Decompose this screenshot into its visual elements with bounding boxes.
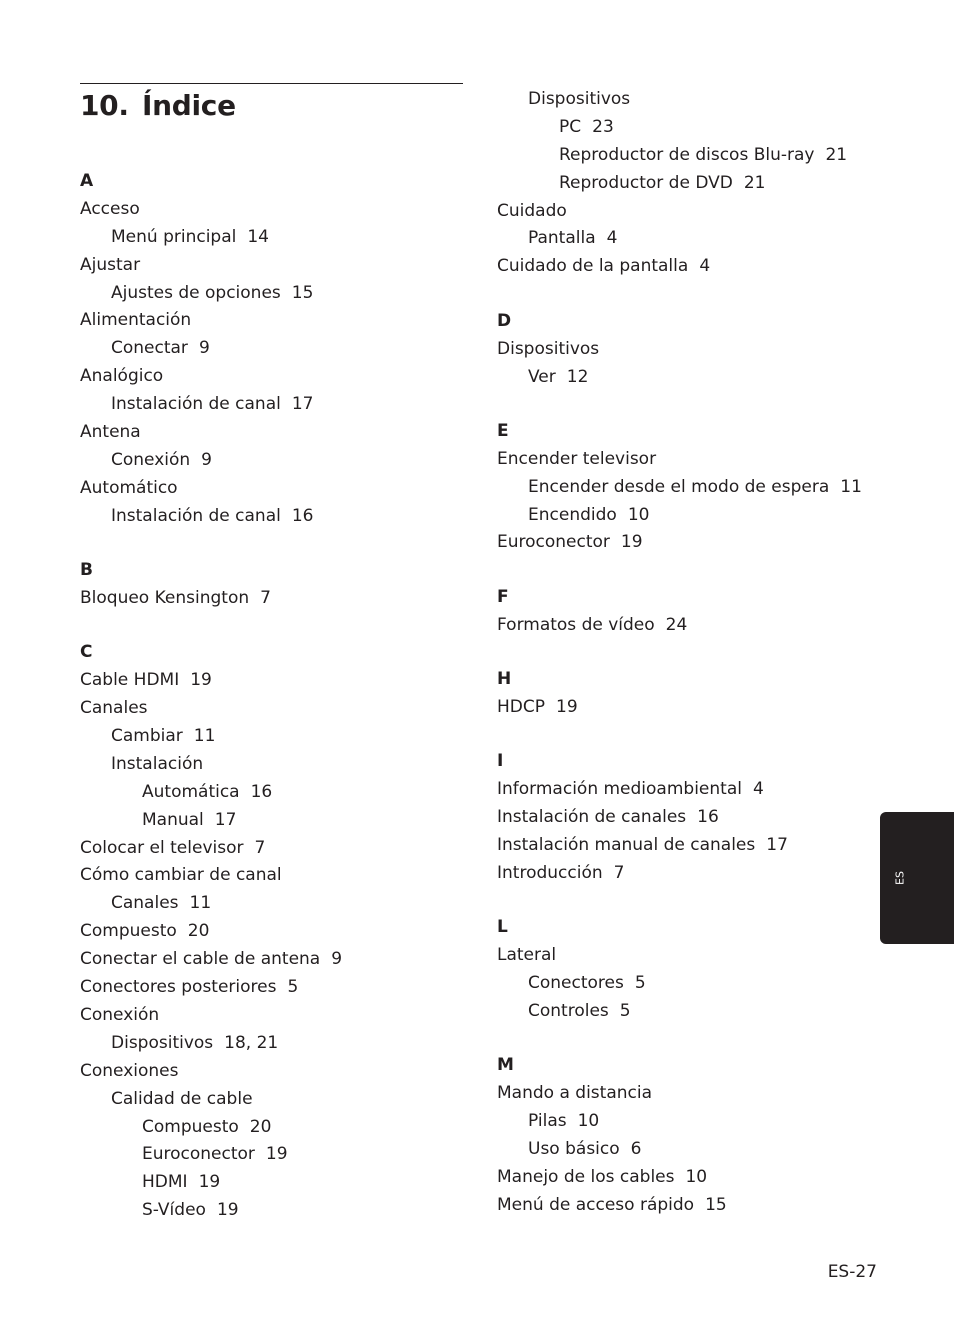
index-entry [497,529,877,557]
section-gap [497,557,877,584]
index-entry-term: S-Vídeo [142,1200,206,1221]
index-entry-term: Compuesto [80,921,177,942]
index-entry-term: Instalación de canal [111,394,281,415]
index-letter-heading: H [497,669,512,690]
index-entry-term: Conexión [111,449,191,470]
section-gap [497,722,877,749]
index-entry-page: 10 [577,1111,600,1132]
index-entry-term: Canales [80,698,148,719]
index-entry [80,695,470,723]
index-letter-heading: E [497,420,509,441]
index-entry [497,860,877,888]
index-entry-term: Dispositivos [528,89,631,109]
index-entry [497,253,877,281]
index-entry-term: Reproductor de DVD [559,172,733,193]
index-entry [497,1164,877,1192]
index-entry [80,585,470,613]
index-entry-page: 19 [265,1144,288,1165]
index-entry-term: Cómo cambiar de canal [80,865,282,886]
language-tab [880,812,954,944]
index-entry-page: 15 [705,1194,727,1215]
index-entry [80,224,470,252]
index-entry-term: Ver [528,366,556,387]
index-entry [80,1114,470,1142]
index-entry-term: Conexiones [80,1060,179,1081]
index-letter-heading: M [497,1055,514,1076]
index-entry-term: Menú de acceso rápido [497,1194,695,1215]
index-entry [497,474,877,502]
index-entry-term: Introducción [497,862,603,883]
index-entry-page: 19 [190,670,212,691]
index-entry-term: Cuidado [497,200,567,221]
index-entry-term: Automática [142,781,240,802]
index-entry-term: Manejo de los cables [497,1167,675,1187]
index-entry [80,252,470,280]
index-entry-term: Uso básico [528,1139,620,1160]
index-entry [80,475,470,503]
index-entry-term: Cable HDMI [80,670,180,691]
index-entry-page: 11 [193,726,216,747]
index-entry-term: Dispositivos [497,338,600,359]
index-entry-term: Analógico [80,366,164,387]
index-entry-page: 15 [291,282,314,303]
index-entry-page: 5 [287,977,299,998]
index-entry [80,1141,470,1169]
index-entry-term: HDMI [142,1172,188,1193]
index-entry [497,832,877,860]
index-entry [497,998,877,1026]
index-letter-heading: B [80,560,93,581]
index-entry-term: Encender televisor [497,448,657,469]
index-letter-heading: I [497,751,504,772]
section-gap [497,391,877,418]
index-entry-term: Conectores [528,973,624,994]
index-entry [80,974,470,1002]
index-entry-page: 4 [699,256,711,277]
index-entry-term: Conectar [111,338,188,359]
index-entry [80,196,470,224]
index-entry [80,419,470,447]
index-entry [497,804,877,832]
index-entry-page: 11 [189,893,212,914]
index-entry-term: Compuesto [142,1116,239,1137]
index-entry [497,114,877,142]
index-entry-term: Instalación [111,753,204,774]
index-entry-page: 12 [566,366,589,387]
index-entry-term: Pantalla [528,228,596,249]
index-entry [80,667,470,695]
index-column-right [497,86,877,1220]
index-entry-term: PC [559,116,582,137]
index-entry-page: 17 [766,835,788,856]
index-entry-page: 9 [198,338,210,359]
index-entry [497,694,877,722]
index-entry-term: Reproductor de discos Blu-ray [559,144,815,165]
index-entry-term: Pilas [528,1111,567,1132]
index-entry-page: 21 [743,172,766,193]
index-entry [80,1197,470,1225]
index-entry-term: Automático [80,477,178,498]
index-entry-term: Cambiar [111,726,183,747]
index-entry [497,502,877,530]
index-entry-term: Euroconector [497,532,610,553]
index-entry-term: Instalación manual de canales [497,835,756,856]
index-entry-page: 20 [187,921,210,942]
index-entry-term: HDCP [497,697,545,718]
section-gap [497,640,877,667]
index-entry-page: 10 [685,1167,708,1187]
index-entry-page: 7 [254,837,266,858]
index-entry-term: Manual [142,809,204,830]
index-entry-page: 23 [592,116,614,137]
index-entry [80,835,470,863]
section-gap [497,1026,877,1053]
index-entry-page: 5 [619,1001,631,1022]
index-entry-page: 18, 21 [224,1032,279,1053]
index-entry-term: Canales [111,893,179,914]
index-entry-page: 16 [250,781,273,802]
index-entry-term: Información medioambiental [497,779,742,800]
index-entry [497,336,877,364]
index-letter-heading: C [80,642,93,663]
index-entry [497,170,877,198]
index-entry [80,890,470,918]
index-entry-page: 19 [556,697,578,718]
index-entry [497,142,877,170]
index-entry-page: 19 [620,532,643,553]
index-entry [80,280,470,308]
index-entry-term: Menú principal [111,226,237,247]
index-entry-page: 7 [260,587,271,608]
section-gap [497,888,877,915]
index-entry-term: Antena [80,422,141,443]
index-entry-page: 21 [825,144,848,165]
index-entry-term: Mando a distancia [497,1083,652,1104]
index-entry-term: Cuidado de la pantalla [497,256,689,277]
index-entry-page: 17 [291,394,314,415]
index-entry-term: Lateral [497,945,557,966]
index-entry-page: 17 [214,809,237,830]
index-entry [80,723,470,751]
index-entry-page: 24 [665,614,688,635]
index-entry-page: 16 [697,807,719,828]
index-entry-term: Euroconector [142,1144,255,1165]
index-entry-term: Dispositivos [111,1032,214,1053]
index-entry-term: Acceso [80,198,140,219]
index-entry [497,225,877,253]
index-entry [497,970,877,998]
index-entry [80,862,470,890]
index-entry [497,776,877,804]
index-entry [80,751,470,779]
index-entry [80,307,470,335]
index-entry [80,363,470,391]
index-entry [80,1058,470,1086]
index-entry [497,364,877,392]
index-letter-heading: D [497,310,512,331]
page-title [80,84,236,128]
index-entry-term: Encendido [528,504,617,525]
index-entry [497,1136,877,1164]
section-gap [497,281,877,308]
index-entry-page: 9 [201,449,212,470]
index-entry-term: Controles [528,1001,609,1022]
index-entry-term: Conectar el cable de antena [80,949,321,970]
index-entry [497,198,877,226]
index-entry [80,391,470,419]
language-tab-label: ES [893,871,907,885]
index-entry-term: Encender desde el modo de espera [528,476,830,497]
index-entry-term: Instalación de canales [497,807,687,828]
index-entry [80,1086,470,1114]
index-entry-term: Instalación de canal [111,505,281,526]
section-gap [80,531,470,558]
index-entry [80,1169,470,1197]
index-entry [80,1002,470,1030]
index-entry [497,612,877,640]
index-entry-term: Calidad de cable [111,1088,253,1109]
index-entry-term: Ajustes de opciones [111,282,281,303]
index-entry-term: Bloqueo Kensington [80,587,250,608]
index-entry [80,1030,470,1058]
index-column-left [80,168,470,1225]
index-entry-page: 9 [331,949,343,970]
index-entry [80,447,470,475]
index-entry-page: 20 [249,1116,272,1137]
index-entry-term: Colocar el televisor [80,837,244,858]
index-entry [497,86,877,114]
index-entry [497,942,877,970]
chapter-title: Índice [142,89,236,122]
index-entry-page: 14 [247,226,269,247]
index-entry [80,807,470,835]
index-letter-heading: F [497,586,509,607]
index-entry-page: 4 [606,228,618,249]
index-entry-page: 19 [198,1172,221,1193]
index-entry-page: 16 [291,505,314,526]
index-entry [80,335,470,363]
index-entry-page: 7 [613,862,625,883]
index-entry [497,1108,877,1136]
index-entry [80,918,470,946]
section-gap [80,613,470,640]
index-letter-heading: L [497,917,508,938]
index-entry-page: 4 [752,779,764,800]
index-entry [497,446,877,474]
index-entry [497,1192,877,1220]
index-entry-page: 6 [630,1139,642,1160]
index-entry-page: 10 [627,504,650,525]
index-entry-term: Conectores posteriores [80,977,277,998]
index-entry [80,503,470,531]
index-entry [497,1080,877,1108]
index-entry-page: 19 [216,1200,239,1221]
index-entry-page: 11 [840,476,862,497]
index-entry [80,946,470,974]
index-entry-term: Alimentación [80,310,192,331]
index-entry-page: 5 [634,973,646,994]
chapter-number: 10. [80,89,129,122]
index-entry-term: Formatos de vídeo [497,614,655,635]
index-letter-heading: A [80,171,94,191]
index-entry-term: Conexión [80,1004,160,1025]
index-entry-term: Ajustar [80,254,141,275]
page-number: ES-27 [827,1262,877,1282]
index-entry [80,779,470,807]
